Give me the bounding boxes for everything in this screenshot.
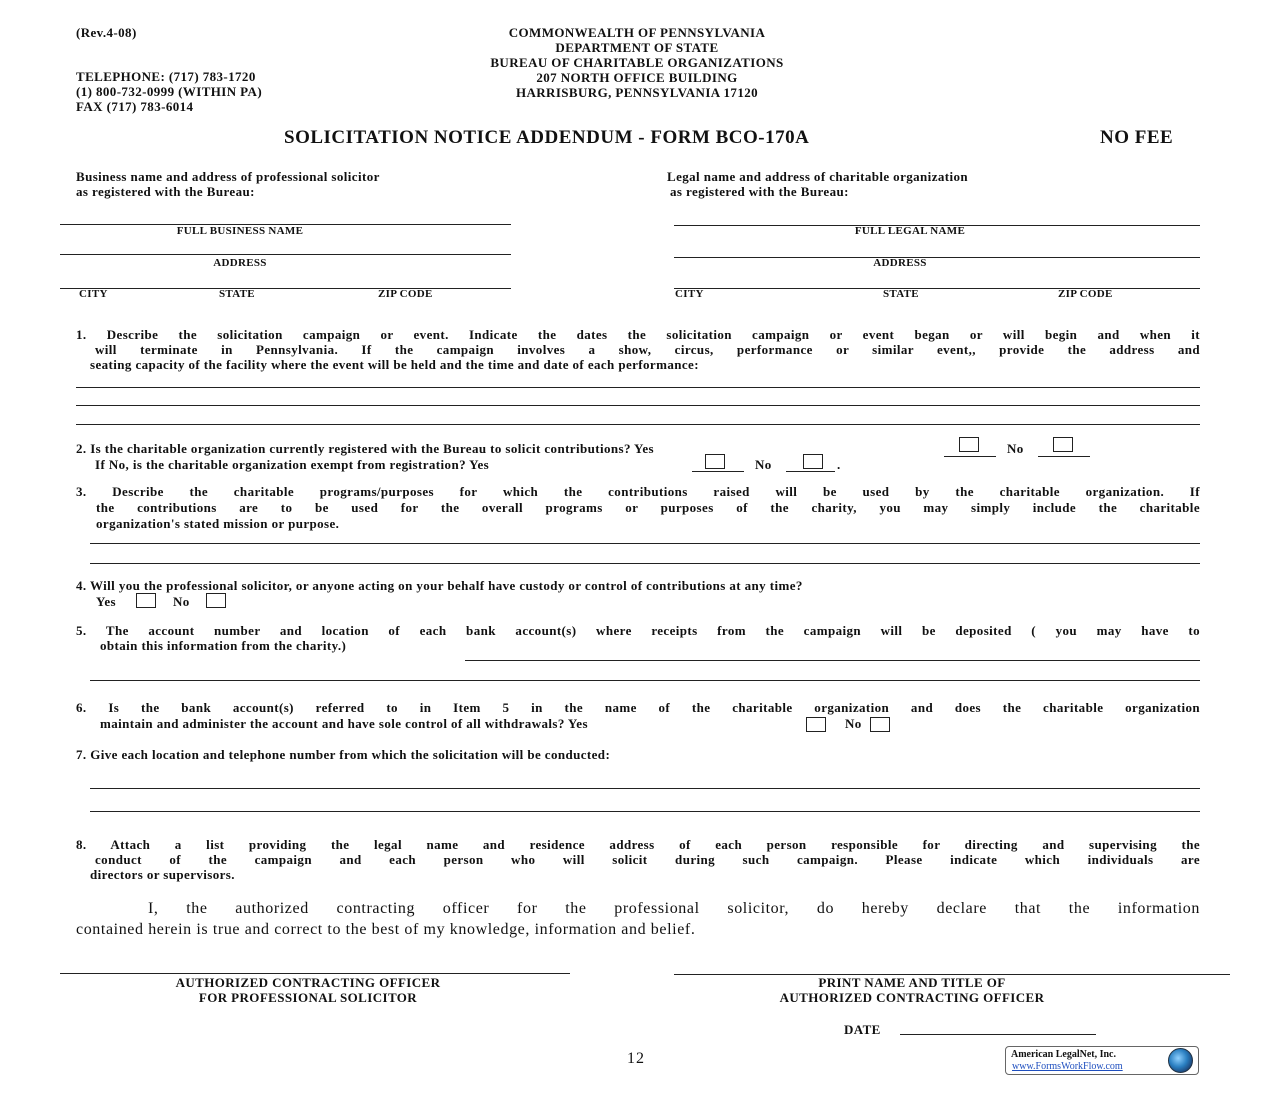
- q2-exempt-no-label: No: [755, 457, 772, 472]
- q2-period: .: [837, 457, 841, 472]
- q4-yes-checkbox[interactable]: [136, 593, 156, 608]
- full-business-name-label: FULL BUSINESS NAME: [176, 225, 304, 237]
- page-number: 12: [627, 1050, 645, 1067]
- print-name-title-label: [712, 975, 1112, 1005]
- question-5-answer-line[interactable]: [90, 680, 1200, 681]
- charity-heading-line: Legal name and address of charitable organization: [667, 169, 969, 184]
- logo-company-name: American LegalNet, Inc.: [1011, 1049, 1116, 1060]
- form-title: SOLICITATION NOTICE ADDENDUM - FORM BCO-170A: [284, 127, 810, 148]
- q2-exempt-no-checkbox[interactable]: [803, 454, 823, 469]
- charity-city-state-zip-field[interactable]: [674, 288, 1200, 289]
- telephone: TELEPHONE: (717) 783-1720: [76, 69, 256, 84]
- q6-no-checkbox[interactable]: [870, 717, 890, 732]
- question-1-line: seating capacity of the facility where the event will be held and the time and date of each performance:: [90, 357, 699, 372]
- question-6-line: 6. Is the bank account(s) referred to in Item 5 in the name of the charitable organization and does the charitable organization: [76, 700, 1200, 715]
- charity-heading-line: as registered with the Bureau:: [670, 184, 849, 199]
- date-field[interactable]: [900, 1034, 1096, 1035]
- question-1-line: will terminate in Pennsylvania. If the campaign involves a show, circus, performance or similar event,, provide the address and: [95, 342, 1200, 357]
- charity-address-label: ADDRESS: [873, 257, 927, 269]
- question-3-answer-line[interactable]: [90, 543, 1200, 544]
- charity-heading: [667, 169, 968, 199]
- q6-yes-checkbox[interactable]: [806, 717, 826, 732]
- question-3-line: organization's stated mission or purpose.: [96, 516, 340, 531]
- officer-signature-line[interactable]: [60, 973, 570, 974]
- question-7-answer-line[interactable]: [90, 788, 1200, 789]
- agency-line: COMMONWEALTH OF PENNSYLVANIA: [508, 25, 766, 40]
- question-5-answer-line[interactable]: [465, 660, 1200, 661]
- question-5-line: 5. The account number and location of each bank account(s) where receipts from the campaign will be deposited ( you may have to: [76, 623, 1200, 638]
- business-address-field[interactable]: [60, 254, 511, 255]
- question-6-line: maintain and administer the account and have sole control of all withdrawals? Yes: [100, 716, 588, 731]
- logo-url-link[interactable]: www.FormsWorkFlow.com: [1012, 1061, 1123, 1072]
- american-legalnet-logo[interactable]: [1005, 1046, 1199, 1075]
- charity-state-label: STATE: [883, 288, 919, 300]
- question-3-line: 3. Describe the charitable programs/purposes for which the contributions raised will be used by the charitable organization. If: [76, 484, 1200, 499]
- agency-header: [387, 25, 887, 100]
- agency-line: 207 NORTH OFFICE BUILDING: [536, 70, 738, 85]
- q2-exempt-no-underline: [786, 471, 835, 472]
- signature-label-line: AUTHORIZED CONTRACTING OFFICER: [779, 990, 1045, 1005]
- q2-yes-underline: [944, 456, 996, 457]
- business-city-state-zip-field[interactable]: [60, 288, 511, 289]
- toll-free-phone: (1) 800-732-0999 (WITHIN PA): [76, 84, 263, 99]
- declaration-line: contained herein is true and correct to the best of my knowledge, information and belief.: [76, 921, 696, 938]
- q6-no-label: No: [845, 716, 862, 731]
- q2-no-label: No: [1007, 441, 1024, 456]
- q4-no-label: No: [173, 594, 190, 609]
- question-2-text: 2. Is the charitable organization currently registered with the Bureau to solicit contributions? Yes: [76, 441, 655, 456]
- business-address-label: ADDRESS: [213, 257, 267, 269]
- q2-exempt-yes-checkbox[interactable]: [705, 454, 725, 469]
- question-1-line: 1. Describe the solicitation campaign or event. Indicate the dates the solicitation campaign or event began or will begin and when it: [76, 327, 1200, 342]
- question-2-exempt-text: If No, is the charitable organization exempt from registration? Yes: [95, 457, 490, 472]
- charity-city-label: CITY: [675, 288, 704, 300]
- question-7-answer-line[interactable]: [90, 811, 1200, 812]
- agency-line: BUREAU OF CHARITABLE ORGANIZATIONS: [490, 55, 784, 70]
- solicitor-heading-line: Business name and address of professional solicitor: [76, 169, 380, 184]
- q4-yes-label: Yes: [96, 594, 116, 609]
- question-3-line: the contributions are to be used for the overall programs or purposes of the charity, you may simply include the charitable: [96, 500, 1200, 515]
- question-1-answer-line[interactable]: [76, 387, 1200, 388]
- agency-line: DEPARTMENT OF STATE: [555, 40, 719, 55]
- officer-signature-label: [60, 975, 556, 1005]
- date-label: DATE: [844, 1022, 881, 1037]
- q2-no-underline: [1038, 456, 1090, 457]
- question-8-line: 8. Attach a list providing the legal name and residence address of each person responsible for directing and supervising the: [76, 837, 1200, 852]
- agency-line: HARRISBURG, PENNSYLVANIA 17120: [515, 85, 759, 100]
- q2-exempt-yes-underline: [692, 471, 744, 472]
- question-1-answer-line[interactable]: [76, 405, 1200, 406]
- charity-zip-label: ZIP CODE: [1058, 288, 1113, 300]
- fee-label: NO FEE: [1100, 127, 1174, 148]
- full-legal-name-label: FULL LEGAL NAME: [854, 225, 966, 237]
- signature-label-line: PRINT NAME AND TITLE OF: [818, 975, 1006, 990]
- business-city-label: CITY: [79, 288, 108, 300]
- question-3-answer-line[interactable]: [90, 563, 1200, 564]
- q2-registered-no-checkbox[interactable]: [1053, 437, 1073, 452]
- question-7-text: 7. Give each location and telephone number from which the solicitation will be conducted:: [76, 747, 611, 762]
- solicitor-heading: [76, 169, 380, 199]
- declaration-line: I, the authorized contracting officer for the professional solicitor, do hereby declare that the information: [148, 900, 1200, 917]
- question-4-text: 4. Will you the professional solicitor, or anyone acting on your behalf have custody or control of contributions at any time?: [76, 578, 803, 593]
- question-1-answer-line[interactable]: [76, 424, 1200, 425]
- question-8-line: directors or supervisors.: [90, 867, 235, 882]
- q2-registered-yes-checkbox[interactable]: [959, 437, 979, 452]
- signature-label-line: FOR PROFESSIONAL SOLICITOR: [198, 990, 418, 1005]
- business-zip-label: ZIP CODE: [378, 288, 433, 300]
- business-state-label: STATE: [219, 288, 255, 300]
- solicitor-heading-line: as registered with the Bureau:: [76, 184, 255, 199]
- globe-icon: [1168, 1048, 1193, 1073]
- fax: FAX (717) 783-6014: [76, 99, 194, 114]
- question-5-line: obtain this information from the charity.): [100, 638, 347, 653]
- q4-no-checkbox[interactable]: [206, 593, 226, 608]
- revision-label: (Rev.4-08): [76, 25, 137, 40]
- question-8-line: conduct of the campaign and each person who will solicit during such campaign. Please indicate which individuals are: [95, 852, 1200, 867]
- signature-label-line: AUTHORIZED CONTRACTING OFFICER: [175, 975, 441, 990]
